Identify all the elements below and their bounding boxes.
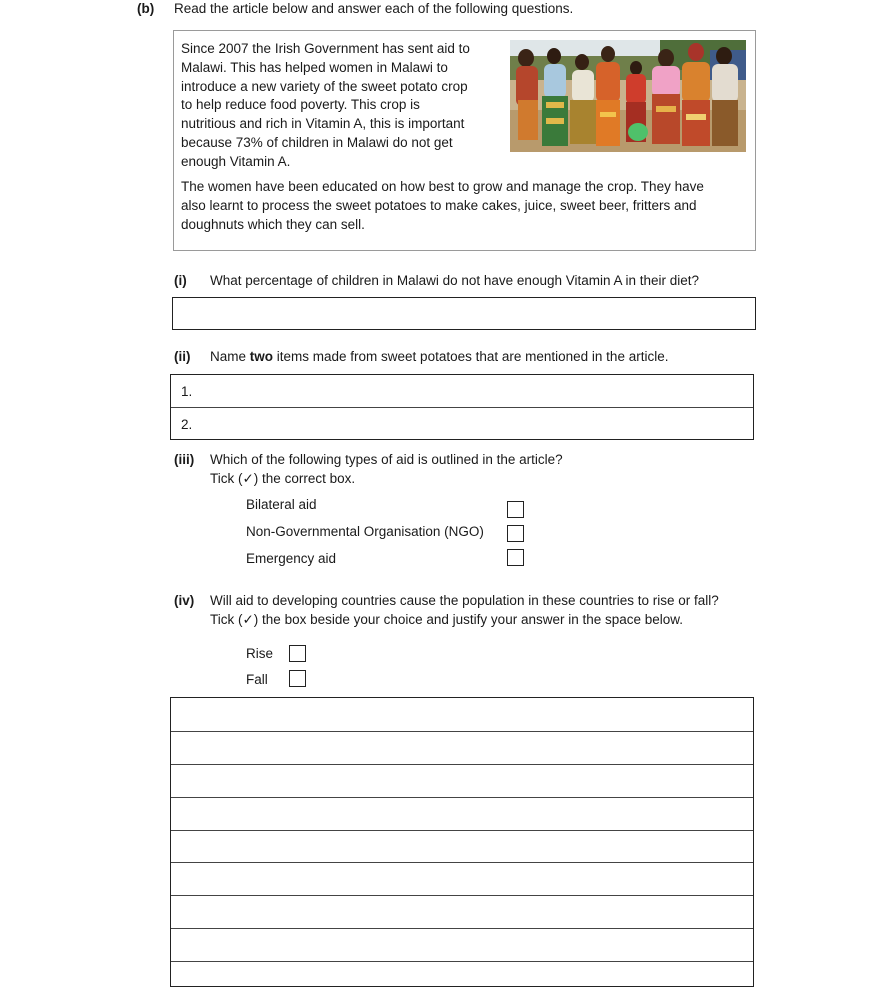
tick-box-emergency[interactable] [507,549,524,566]
answer-line [171,961,753,962]
article-paragraph-1 [181,40,501,172]
answer-line [171,928,753,929]
answer-line [171,895,753,896]
option-fall: Fall [246,672,268,687]
article-line: Since 2007 the Irish Government has sent aid to [181,41,470,56]
answer-box-ii [170,374,754,440]
question-ii-text [210,349,668,364]
article-line: doughnuts which they can sell. [181,216,365,232]
option-rise: Rise [246,646,274,661]
answer-line [171,862,753,863]
option-ngo: Non-Governmental Organisation (NGO) [246,524,484,539]
option-emergency-aid: Emergency aid [246,551,337,566]
article-line: Malawi. This has helped women in Malawi to [181,59,448,75]
part-instruction: Read the article below and answer each of the following questions. [174,1,574,16]
tick-box-rise[interactable] [289,645,306,662]
answer-row-number: 1. [181,384,193,399]
answer-line [171,830,753,831]
question-i-text: What percentage of children in Malawi do not have enough Vitamin A in their diet? [210,273,700,288]
justification-answer-area[interactable] [170,697,754,987]
answer-line [171,731,753,732]
article-line: also learnt to process the sweet potatoes to make cakes, juice, sweet beer, fritters and [181,197,697,213]
article-box [173,30,756,251]
option-bilateral-aid: Bilateral aid [246,497,317,512]
article-paragraph-2 [181,178,741,234]
question-iii-label: (iii) [174,452,195,467]
question-iii-line-1: Which of the following types of aid is outlined in the article? [210,452,563,467]
article-line: to help reduce food poverty. This crop is [181,97,420,113]
question-iii-line-2: Tick (✓) the correct box. [210,471,356,486]
question-iv-line-1: Will aid to developing countries cause the population in these countries to rise or fall? [210,593,719,608]
tick-box-ngo[interactable] [507,525,524,542]
answer-row-number: 2. [181,417,193,432]
question-iv-line-2: Tick (✓) the box beside your choice and justify your answer in the space below. [210,612,684,627]
answer-line [171,797,753,798]
question-ii-text-end: items made from sweet potatoes that are mentioned in the article. [273,349,669,364]
article-line: enough Vitamin A. [181,153,291,169]
question-ii-text-bold: two [249,349,274,364]
part-label: (b) [137,1,155,16]
answer-line [171,764,753,765]
tick-box-bilateral[interactable] [507,501,524,518]
article-line: introduce a new variety of the sweet potato crop [181,78,468,94]
article-line: because 73% of children in Malawi do not get [181,134,453,150]
question-iv-label: (iv) [174,593,195,608]
tick-box-fall[interactable] [289,670,306,687]
question-i-label: (i) [174,273,187,288]
answer-box-i[interactable] [172,297,756,330]
photo-women-sweet-potatoes [510,40,746,152]
question-ii-label: (ii) [174,349,191,364]
question-ii-text-start: Name [210,349,250,364]
article-line: The women have been educated on how best to grow and manage the crop. They have [181,179,704,194]
article-line: nutritious and rich in Vitamin A, this is important [181,116,465,132]
row-divider [171,407,753,408]
